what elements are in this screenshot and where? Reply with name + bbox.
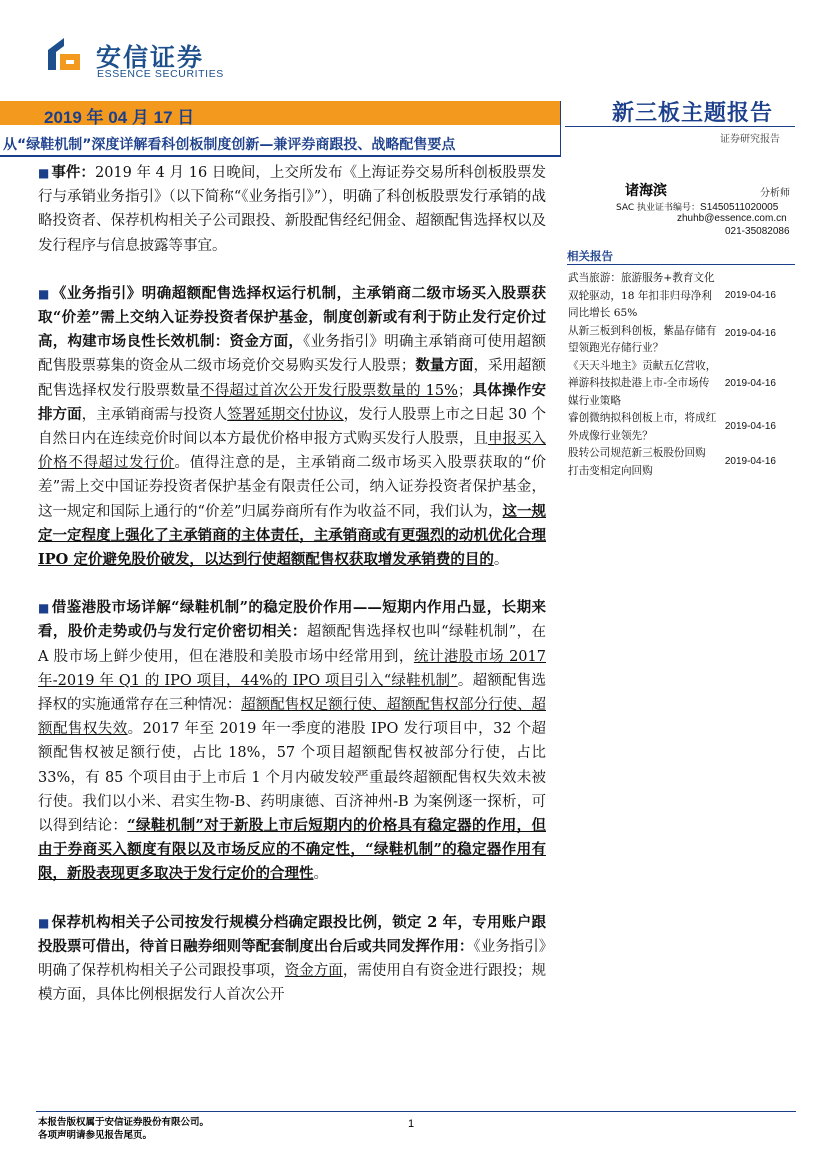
bullet-icon: ■ bbox=[38, 286, 50, 301]
analyst-name: 诸海滨 bbox=[625, 183, 667, 199]
report-type: 新三板主题报告 bbox=[612, 101, 774, 126]
paragraph-event: ■ 事件：2019 年 4 月 16 日晚间，上交所发布《上海证券交易所科创板股票发行与承销业务指引》（以下简称“《业务指引》”），明确了科创板股票发行承销的战略投资者、保荐机构相关子公司跟投、新股配售经纪佣金、超额配售选择权以及发行程序与信息披露等事宜。 bbox=[38, 164, 546, 254]
logo-text-cn: 安信证券 bbox=[96, 43, 205, 72]
logo-text-en: ESSENCE SECURITIES bbox=[97, 68, 224, 80]
related-report-item[interactable]: 武当旅游：旅游服务+教育文化双轮驱动，18 年扣非归母净利同比增长 65% 2019-04-16 bbox=[568, 272, 776, 319]
report-date: 2019 年 04 月 17 日 bbox=[44, 108, 195, 127]
bullet-icon: ■ bbox=[38, 915, 50, 930]
page-number: 1 bbox=[408, 1118, 415, 1130]
report-subtitle: 证券研究报告 bbox=[720, 134, 780, 145]
related-report-item[interactable]: 从新三板到科创板，紫晶存储有望领跑光存储行业？ 2019-04-16 bbox=[568, 324, 776, 354]
analyst-role: 分析师 bbox=[760, 188, 790, 199]
bullet-icon: ■ bbox=[38, 166, 50, 180]
analyst-sac: SAC 执业证书编号：S1450511020005 bbox=[616, 202, 779, 213]
paragraph-greenshoe: ■ 借鉴港股市场详解“绿鞋机制”的稳定股价作用——短期内作用凸显，长期来看，股价走势或仍与发行定价密切相关：超额配售选择权也叫“绿鞋机制”，在 A 股市场上鲜少使用，但在港股和美股市场中经常用到，统计港股市场 2017 年-2019 年 Q1 的 IPO 项目，44%的 IPO 项目引入“绿鞋机制”。超额配售选择权的实施通常存在三种情况：超额配售权足额行使、超额配售权部分行使、超额配售权失效。2017 年至 2019 年一季度的港股 IPO 发行项目中，32 个超额配售权被足额行使，占比 18%，57 个项目超额配售权被部分行使，占比 33%，有 85 个项目由于上市后 1 个月内破发较严重最终超额配售权失效未被行使。我们以小米、君实生物-B、药明康德、百济神州-B 为案例逐一探析，可以得到结论：“绿鞋机制”对于新股上市后短期内的价格具有稳定器的作用，但由于券商买入额度有限以及市场反应的不确定性，“绿鞋机制”的稳定器作用有限，新股表现更多取决于发行定价的合理性。 bbox=[38, 599, 547, 883]
related-report-item[interactable]: 《天天斗地主》贡献五亿营收，禅游科技拟赴港上市-全市场传媒行业策略 2019-04-16 bbox=[568, 359, 776, 407]
essence-logo-icon bbox=[46, 36, 82, 72]
footer-rule bbox=[36, 1111, 796, 1112]
analyst-email[interactable]: zhuhb@essence.com.cn bbox=[677, 213, 787, 224]
header-divider bbox=[560, 101, 561, 157]
related-reports-rule bbox=[567, 264, 795, 265]
footer-disclaimer: 本报告版权属于安信证券股份有限公司。 各项声明请参见报告尾页。 bbox=[38, 1117, 210, 1141]
related-reports-list bbox=[568, 270, 794, 480]
related-report-item[interactable]: 股转公司规范新三板股份回购 打击变相定向回购 2019-04-16 bbox=[568, 447, 776, 477]
report-type-rule bbox=[565, 126, 795, 127]
paragraph-overallotment: ■ 《业务指引》明确超额配售选择权运行机制，主承销商二级市场买入股票获取“价差”需上交纳入证券投资者保护基金，制度创新或有利于防止发行定价过高，构建市场良性长效机制：资金方面，《业务指引》明确主承销商可使用超额配售股票募集的资金从二级市场竞价交易购买发行人股票；数量方面，采用超额配售选择权发行股票数量不得超过首次公开发行股票数量的 15%；具体操作安排方面，主承销商需与投资人签署延期交付协议，发行人股票上市之日起 30 个自然日内在连续竞价时间以本方最优价格申报方式购买发行人股票，且申报买入价格不得超过发行价。值得注意的是，主承销商二级市场买入股票获取的“价差”需上交中国证券投资者保护基金有限责任公司，纳入证券投资者保护基金，这一规定和国际上通行的“价差”归属券商所有作为收益不同，我们认为，这一规定一定程度上强化了主承销商的主体责任，主承销商或有更强烈的动机优化合理 IPO 定价避免股价破发，以达到行使超额配售权获取增发承销费的目的。 bbox=[38, 284, 547, 569]
bullet-icon: ■ bbox=[38, 601, 50, 616]
analyst-phone: 021-35082086 bbox=[725, 226, 790, 237]
paragraph-sponsor-investment: ■ 保荐机构相关子公司按发行规模分档确定跟投比例，锁定 2 年，专用账户跟投股票可借出，待首日融券细则等配套制度出台后或共同发挥作用：《业务指引》明确了保荐机构相关子公司跟投事项，资金方面，需使用自有资金进行跟投；规模方面，具体比例根据发行人首次公开 bbox=[38, 913, 547, 1004]
related-report-item[interactable]: 睿创微纳拟科创板上市，将成红外成像行业领先？ 2019-04-16 bbox=[568, 412, 776, 442]
headline-rule bbox=[0, 155, 560, 157]
related-reports-title: 相关报告 bbox=[567, 249, 613, 263]
headline: 从“绿鞋机制”深度详解看科创板制度创新—兼评券商跟投、战略配售要点 bbox=[3, 137, 456, 153]
main-column bbox=[38, 161, 546, 1032]
